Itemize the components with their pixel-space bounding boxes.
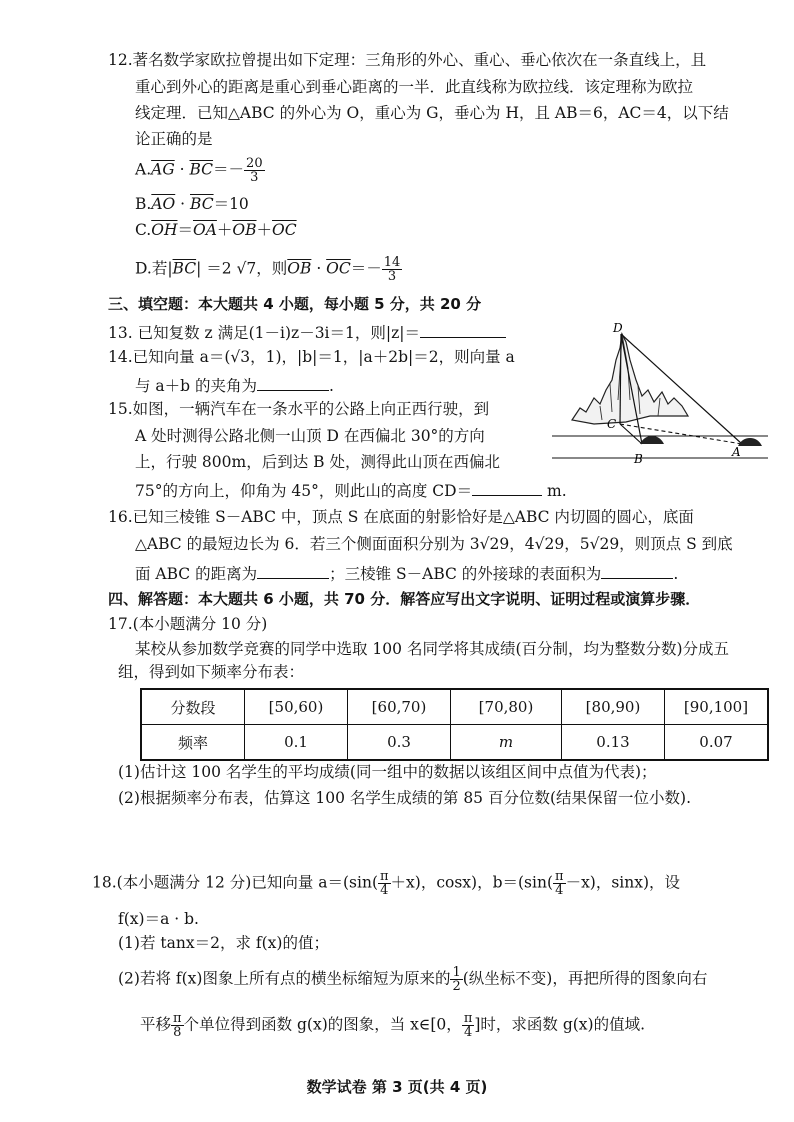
q12-line2: 重心到外心的距离是重心到垂心距离的一半．此直线称为欧拉线．该定理称为欧拉 xyxy=(135,78,694,96)
q18-part1: (1)若 tanx＝2，求 f(x)的值； xyxy=(118,934,329,952)
q12-line3: 线定理．已知△ABC 的外心为 O，重心为 G，垂心为 H，且 AB＝6，AC＝4，以下结 xyxy=(135,104,729,122)
car-b xyxy=(640,436,664,444)
table-cell: [80,90) xyxy=(562,689,665,725)
table-cell: [60,70) xyxy=(348,689,451,725)
q15-line3: 上，行驶 800m，后到达 B 处，测得此山顶在西偏北 xyxy=(135,453,500,471)
q12-option-c: $C.\overline{OH}=\overline{OA}+\overline{OB}+\overline{OC}$ xyxy=(135,221,297,239)
fraction-1-2: $\frac{1}{2}$ xyxy=(452,965,461,994)
q17-part2: (2)根据频率分布表，估算这 100 名学生成绩的第 85 百分位数(结果保留一位小数). xyxy=(118,789,691,807)
fraction-pi-4: $\frac{\pi}{4}$ xyxy=(555,869,564,898)
q16-line1: 16.已知三棱锥 S－ABC 中，顶点 S 在底面的射影恰好是△ABC 内切圆的圆心，底面 xyxy=(108,508,694,526)
table-cell: 0.13 xyxy=(562,725,665,761)
fraction-14-3: $\frac{14}{3}$ xyxy=(383,255,401,284)
q13-line: 13. 已知复数 z 满足(1－i)z－3i＝1，则|z|＝ xyxy=(108,323,506,342)
q14-line2: 与 a＋b 的夹角为 . xyxy=(135,377,334,395)
q12-line1 xyxy=(108,53,706,69)
q12-text-1: 著名数学家欧拉曾提出如下定理：三角形的外心、重心、垂心依次在一条直线上，且 xyxy=(132,51,707,69)
mountain-road-figure xyxy=(550,320,770,470)
q12-option-a: $A.\overline{AG} \cdot \overline{BC}=-$ $\frac{20}{3}$ xyxy=(135,156,263,185)
q15-answer-blank[interactable] xyxy=(472,481,542,496)
vector-bc: $\overline{BC}$ xyxy=(189,160,214,179)
q15-line1: 15.如图，一辆汽车在一条水平的公路上向正西行驶，到 xyxy=(108,400,490,418)
table-row xyxy=(141,689,768,725)
table-cell: [50,60) xyxy=(245,689,348,725)
q12-option-d: D.若$|\overline{BC}| =2$ √7，则$\overline{OB} \cdot \overline{OC}=-$ $\frac{14}{3}$ xyxy=(135,255,401,284)
section-3-heading: 三、填空题：本大题共 4 小题，每小题 5 分，共 20 分 xyxy=(108,295,482,313)
q17-line1: 某校从参加数学竞赛的同学中选取 100 名同学将其成绩(百分制，均为整数分数)分成五 xyxy=(135,640,730,658)
fraction-20-3: $\frac{20}{3}$ xyxy=(246,156,263,185)
page-footer: 数学试卷 第 3 页(共 4 页) xyxy=(306,1078,488,1096)
q14-answer-blank[interactable] xyxy=(257,376,329,391)
label-b: B xyxy=(634,452,643,466)
table-cell: [90,100] xyxy=(665,689,769,725)
label-a: A xyxy=(732,445,741,459)
vector-ag: $\overline{AG}$ xyxy=(151,160,175,179)
table-cell: 0.1 xyxy=(245,725,348,761)
table-cell: 分数段 xyxy=(141,689,245,725)
q17-line2: 组，得到如下频率分布表： xyxy=(118,663,305,681)
frequency-table xyxy=(140,688,769,761)
q18-line1: 18.(本小题满分 12 分)已知向量 a＝(sin( $\frac{\pi}{4}$ ＋x)，cosx)，b＝(sin( $\frac{\pi}{4}$ －x)，sinx)，设 xyxy=(92,869,681,898)
table-cell: 频率 xyxy=(141,725,245,761)
fraction-pi-8: $\frac{\pi}{8}$ xyxy=(173,1011,182,1040)
table-cell: m xyxy=(451,725,562,761)
q16-answer-blank-1[interactable] xyxy=(257,564,329,579)
q14-line1: 14.已知向量 a＝(√3，1)，|b|＝1，|a＋2b|＝2，则向量 a xyxy=(108,348,515,366)
q12-line4: 论正确的是 xyxy=(135,130,213,148)
car-a xyxy=(738,438,762,446)
q17-part1: (1)估计这 100 名学生的平均成绩(同一组中的数据以该组区间中点值为代表)； xyxy=(118,763,657,781)
q18-line4: 平移 $\frac{\pi}{8}$ 个单位得到函数 g(x)的图象，当 x∈[0， $\frac{\pi}{4}$ ]时，求函数 g(x)的值域. xyxy=(140,1011,646,1040)
q16-answer-blank-2[interactable] xyxy=(601,564,673,579)
table-row xyxy=(141,725,768,761)
q17-heading: 17.(本小题满分 10 分) xyxy=(108,615,268,633)
q15-line2: A 处时测得公路北侧一山顶 D 在西偏北 30°的方向 xyxy=(135,427,485,445)
q16-line2: △ABC 的最短边长为 6．若三个侧面面积分别为 3√29，4√29，5√29，则顶点 S 到底 xyxy=(135,535,733,553)
table-cell: 0.3 xyxy=(348,725,451,761)
section-4-heading: 四、解答题：本大题共 6 小题，共 70 分．解答应写出文字说明、证明过程或演算步骤． xyxy=(108,590,701,608)
label-c: C xyxy=(607,417,617,431)
q12-option-b: $B.\overline{AO} \cdot \overline{BC}=10$ xyxy=(135,195,249,213)
q12-number: 12. xyxy=(108,51,133,69)
q18-part2: (2)若将 f(x)图象上所有点的横坐标缩短为原来的 $\frac{1}{2}$ (纵坐标不变)，再把所得的图象向右 xyxy=(118,965,708,994)
table-cell: 0.07 xyxy=(665,725,769,761)
table-cell: [70,80) xyxy=(451,689,562,725)
fraction-pi-4: $\frac{\pi}{4}$ xyxy=(463,1011,473,1040)
label-d: D xyxy=(613,321,623,335)
q15-line4: 75°的方向上，仰角为 45°，则此山的高度 CD＝ m. xyxy=(135,482,567,500)
q16-line3: 面 ABC 的距离为 ；三棱锥 S－ABC 的外接球的表面积为 . xyxy=(135,565,679,583)
q18-line2: f(x)＝a · b. xyxy=(118,910,199,928)
q13-answer-blank[interactable] xyxy=(420,323,506,338)
fraction-pi-4: $\frac{\pi}{4}$ xyxy=(380,869,389,898)
